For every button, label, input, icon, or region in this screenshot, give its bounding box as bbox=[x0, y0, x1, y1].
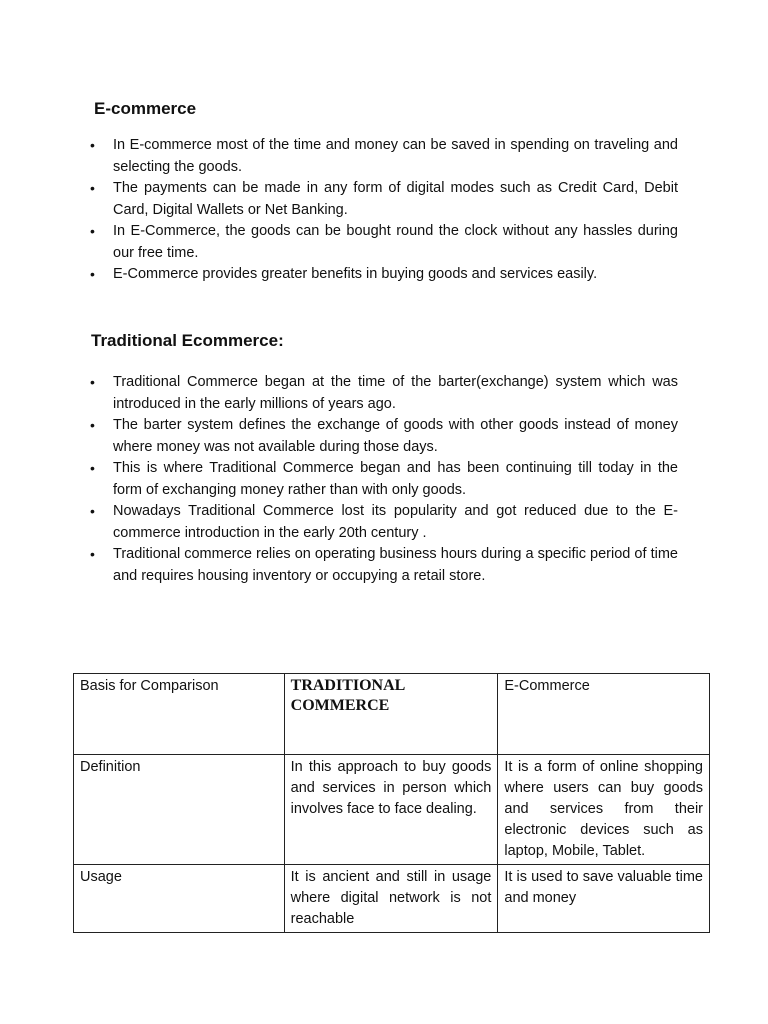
list-item bbox=[90, 221, 678, 264]
list-item-text: The payments can be made in any form of digital modes such as Credit Card, Debit Card, Digital Wallets or Net Banking. bbox=[113, 180, 678, 218]
cell-ecommerce bbox=[498, 755, 710, 865]
cell-traditional bbox=[284, 755, 498, 865]
comparison-table bbox=[73, 673, 710, 933]
cell-basis: Definition bbox=[74, 755, 285, 865]
header-traditional-label: TRADITIONAL COMMERCE bbox=[290, 677, 405, 714]
cell-ecommerce-text: It is used to save valuable time and money bbox=[504, 869, 703, 906]
list-item bbox=[90, 178, 678, 221]
list-item bbox=[90, 544, 678, 587]
bullet-icon: • bbox=[90, 266, 95, 282]
traditional-bullet-list bbox=[90, 372, 678, 587]
bullet-icon: • bbox=[90, 546, 95, 562]
list-item-text: In E-Commerce, the goods can be bought round the clock without any hassles during our free time. bbox=[113, 223, 678, 261]
cell-traditional bbox=[284, 865, 498, 933]
bullet-icon: • bbox=[90, 223, 95, 239]
bullet-icon: • bbox=[90, 180, 95, 196]
ecommerce-heading: E-commerce bbox=[94, 99, 197, 118]
table-row bbox=[74, 755, 710, 865]
list-item-text: In E-commerce most of the time and money can be saved in spending on traveling and selecting the goods. bbox=[113, 137, 678, 175]
traditional-heading: Traditional Ecommerce: bbox=[91, 331, 284, 350]
ecommerce-bullet-list bbox=[90, 135, 678, 286]
table-header-row bbox=[74, 674, 710, 755]
list-item bbox=[90, 415, 678, 458]
bullet-icon: • bbox=[90, 460, 95, 476]
list-item-text: The barter system defines the exchange of goods with other goods instead of money where money was not available during those days. bbox=[113, 417, 678, 455]
list-item-text: E-Commerce provides greater benefits in buying goods and services easily. bbox=[113, 266, 598, 282]
list-item bbox=[90, 501, 678, 544]
list-item bbox=[90, 458, 678, 501]
cell-ecommerce bbox=[498, 865, 710, 933]
bullet-icon: • bbox=[90, 503, 95, 519]
table-row bbox=[74, 865, 710, 933]
bullet-icon: • bbox=[90, 417, 95, 433]
list-item-text: Nowadays Traditional Commerce lost its popularity and got reduced due to the E-commerce introduction in the early 20th century . bbox=[113, 503, 678, 541]
list-item bbox=[90, 372, 678, 415]
bullet-icon: • bbox=[90, 374, 95, 390]
list-item-text: Traditional Commerce began at the time of the barter(exchange) system which was introduced in the early millions of years ago. bbox=[113, 374, 678, 412]
cell-ecommerce-text: It is a form of online shopping where users can buy goods and services from their electronic devices such as laptop, Mobile, Tablet. bbox=[504, 759, 703, 859]
list-item bbox=[90, 264, 678, 286]
cell-traditional-text: It is ancient and still in usage where digital network is not reachable bbox=[290, 869, 492, 927]
list-item-text: This is where Traditional Commerce began and has been continuing till today in the form of exchanging money rather than with only goods. bbox=[113, 460, 678, 498]
cell-basis: Usage bbox=[74, 865, 285, 933]
list-item-text: Traditional commerce relies on operating business hours during a specific period of time and requires housing inventory or occupying a retail store. bbox=[113, 546, 678, 584]
header-traditional bbox=[284, 674, 498, 755]
cell-traditional-text: In this approach to buy goods and services in person which involves face to face dealing. bbox=[290, 759, 492, 817]
header-ecommerce: E-Commerce bbox=[498, 674, 710, 755]
header-basis: Basis for Comparison bbox=[74, 674, 285, 755]
list-item bbox=[90, 135, 678, 178]
bullet-icon: • bbox=[90, 137, 95, 153]
